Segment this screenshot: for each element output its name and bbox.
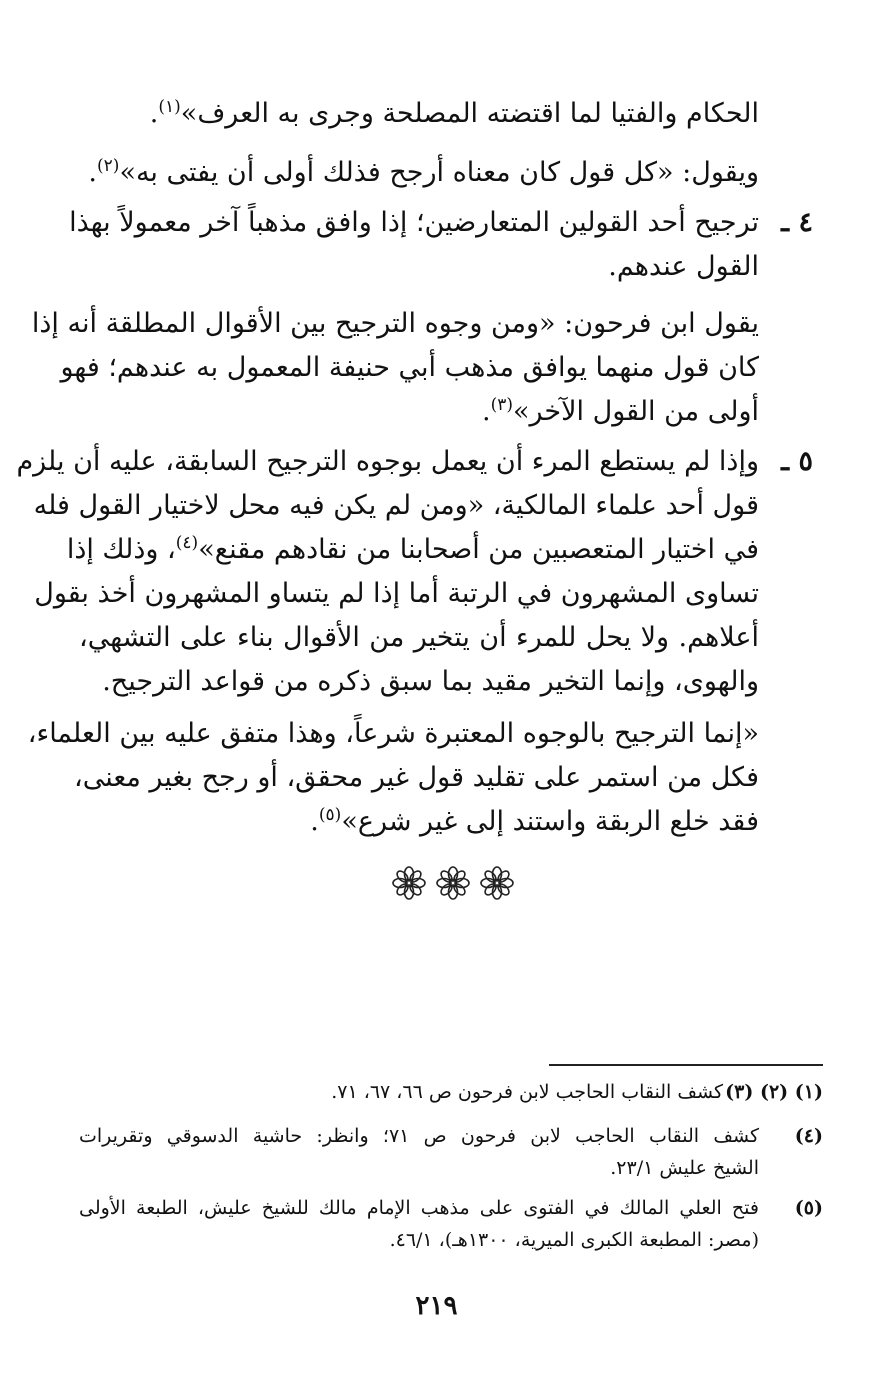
footnote-ref[interactable]: (٤) (175, 533, 199, 553)
body-line: ويقول: «كل قول كان معناه أرجح فذلك أولى أن يفتى به»$^{(٢)}$. (88, 156, 759, 188)
footnote-ref[interactable]: (٣) (490, 395, 513, 415)
body-line: ترجيح أحد القولين المتعارضين؛ إذا وافق مذهباً آخر معمولاً بهذا (69, 207, 759, 238)
body-line: «إنما الترجيح بالوجوه المعتبرة شرعاً، وهذا متفق عليه بين العلماء، (27, 718, 759, 749)
footnote-number: (٤) (794, 1125, 823, 1147)
footnote-number: (١) (٢) (٣) (725, 1081, 823, 1103)
rosette-flower-icon (436, 866, 470, 900)
footnote-line: كشف النقاب الحاجب لابن فرحون ص ٦٦، ٦٧، ٧١. (331, 1081, 723, 1103)
body-line: أولى من القول الآخر»$^{(٣)}$. (481, 395, 759, 427)
footnote-line: فتح العلي المالك في الفتوى على مذهب الإمام مالك للشيخ عليش، الطبعة الأولى (79, 1197, 759, 1219)
list-number: ٤ ـ (781, 207, 813, 238)
footnote-line: كشف النقاب الحاجب لابن فرحون ص ٧١؛ وانظر: حاشية الدسوقي وتقريرات (79, 1125, 759, 1147)
footnote-ref[interactable]: (٥) (318, 805, 342, 825)
rosette-flower-icon (392, 866, 426, 900)
footnote-ref[interactable]: (٢) (97, 156, 120, 176)
section-ornament (392, 866, 516, 900)
footnote-line: الشيخ عليش ٢٣/١. (610, 1157, 759, 1179)
footnote-ref[interactable]: (١) (158, 97, 181, 117)
body-line: الحكام والفتيا لما اقتضته المصلحة وجرى به العرف»$^{(١)}$. (149, 97, 759, 129)
body-line: والهوى، وإنما التخير مقيد بما سبق ذكره من قواعد الترجيح. (102, 666, 759, 697)
body-line: قول أحد علماء المالكية، «ومن لم يكن فيه محل لاختيار القول فله (33, 490, 759, 521)
list-number: ٥ ـ (781, 446, 813, 477)
page-number: ٢١٩ (415, 1291, 458, 1321)
body-line: أعلاهم. ولا يحل للمرء أن يتخير من الأقوال بناء على التشهي، (79, 622, 759, 653)
body-line: فكل من استمر على تقليد قول غير محقق، أو رجح بغير معنى، (73, 762, 759, 793)
body-line: في اختيار المتعصبين من أصحابنا من نقادهم مقنع»$^{(٤)}$، وذلك إذا (66, 533, 759, 565)
body-line: يقول ابن فرحون: «ومن وجوه الترجيح بين الأقوال المطلقة أنه إذا (31, 308, 759, 339)
footnote-line: (مصر: المطبعة الكبرى الميرية، ١٣٠٠هـ)، ٤٦/١. (389, 1229, 759, 1251)
body-line: وإذا لم يستطع المرء أن يعمل بوجوه الترجيح السابقة، عليه أن يلزم (16, 446, 759, 477)
footnote-separator (549, 1064, 823, 1066)
body-line: القول عندهم. (608, 251, 759, 282)
body-line: تساوى المشهرون في الرتبة أما إذا لم يتساو المشهرون أخذ بقول (34, 578, 759, 609)
body-line: فقد خلع الربقة واستند إلى غير شرع»$^{(٥)}$. (310, 805, 759, 837)
body-line: كان قول منهما يوافق مذهب أبي حنيفة المعمول به عندهم؛ فهو (60, 352, 759, 383)
footnote-number: (٥) (794, 1197, 823, 1219)
rosette-flower-icon (480, 866, 514, 900)
